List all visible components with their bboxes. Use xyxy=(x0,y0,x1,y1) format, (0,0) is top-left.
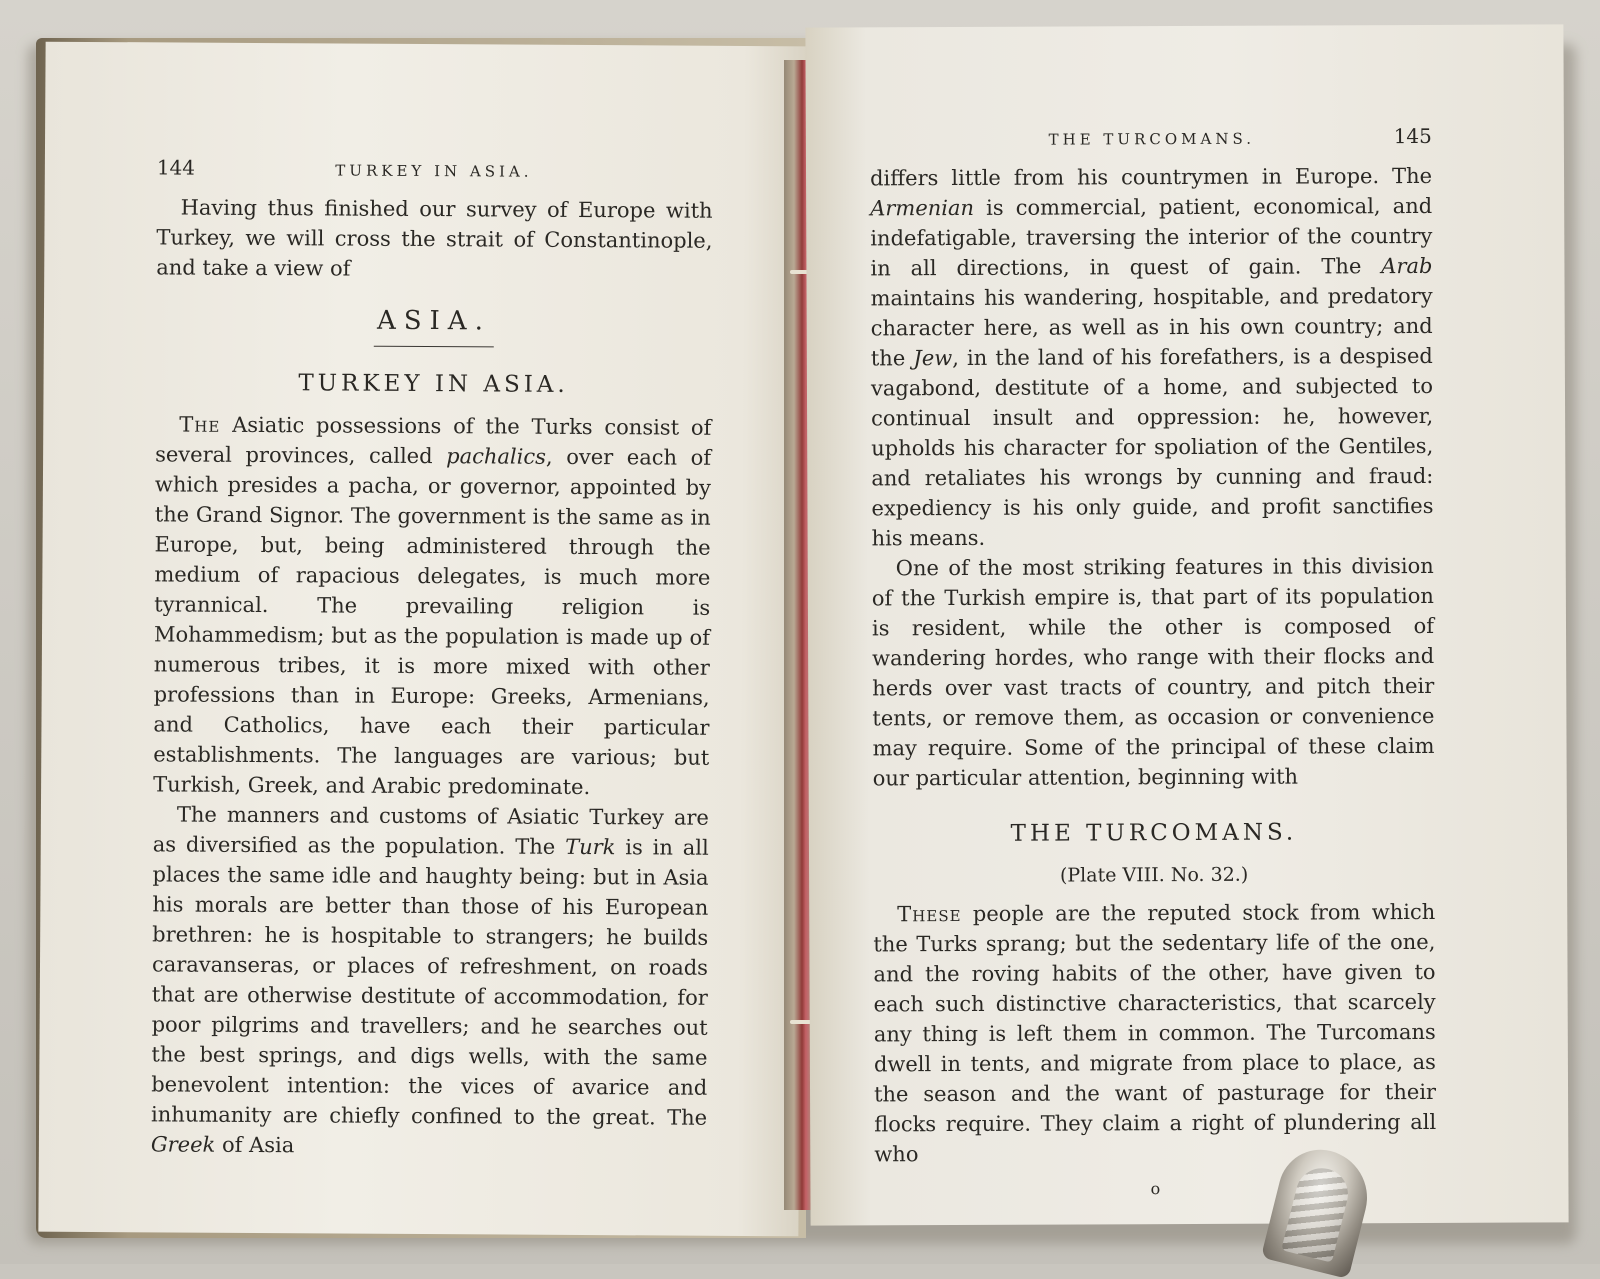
intro-paragraph: Having thus finished our survey of Europe with Turkey, we will cross the strait of Constantinople, and take a view of xyxy=(156,195,713,281)
signature-mark: o xyxy=(1150,1179,1161,1199)
page-number: 144 xyxy=(156,155,196,180)
left-page xyxy=(38,42,805,1237)
heading-rule xyxy=(374,346,494,348)
heading-asia: ASIA. xyxy=(376,305,491,337)
drop-word: The xyxy=(179,412,221,437)
paragraph: The Asiatic possessions of the Turks consist of several provinces, called pachalics, over each of which presides a pacha, or governor, appointed by the Grand Signor. The government is the same as in Europe, but, being administered through the medium of rapacious delegates, is much more tyrannical. The prevailing religion is Mohammedism; but as the population is made up of numerous tribes, it is more mixed with other professions than in Europe: Greeks, Armenians, and Catholics, have each their particular establishments. The languages are various; but Turkish, Greek, and Arabic predominate. xyxy=(153,412,712,800)
plate-reference: (Plate VIII. No. 32.) xyxy=(1059,863,1249,887)
page-number: 145 xyxy=(1393,123,1432,149)
heading-the-turcomans: THE TURCOMANS. xyxy=(1010,819,1298,847)
right-page-text xyxy=(870,121,1437,1205)
right-running-head xyxy=(870,121,1432,155)
paragraph: differs little from his countrymen in Europe. The Armenian is commercial, patient, economical, and indefatigable, traversing the interior of the country in all directions, in quest of gain. The Arab maintains his wandering, hospitable, and predatory character here, as well as in his own country; and the Jew, in the land of his forefathers, is a despised vagabond, destitute of a home, and subjected to continual insult and oppression: he, however, upholds his character for spoliation of the Gentiles, and retaliates his wrongs by cunning and fraud: expediency is his only guide, and profit sanctifies his means. xyxy=(869,163,1434,551)
running-head-title: TURKEY IN ASIA. xyxy=(335,161,533,181)
right-page xyxy=(805,24,1568,1225)
paragraph: One of the most striking features in this division of the Turkish empire is, that part of its population is resident, while the other is composed of wandering hordes, who range with their flocks and herds over vast tracts of country, and pitch their tents, or remove them, as occasion or convenience may require. Some of the principal of these claim our particular attention, beginning with xyxy=(871,553,1435,791)
paragraph: These people are the reputed stock from which the Turks sprang; but the sedentary life of the one, and the roving habits of the other, have given to each such distinctive characteristics, that scarcely any thing is left them in common. The Turcomans dwell in tents, and migrate from place to place, as the season and the want of pasturage for their flocks require. They claim a right of plundering all who xyxy=(873,899,1437,1167)
heading-turkey-in-asia: TURKEY IN ASIA. xyxy=(298,370,569,398)
drop-word: These xyxy=(897,901,962,927)
left-running-head xyxy=(157,152,713,187)
running-head-title: THE TURCOMANS. xyxy=(1048,129,1255,149)
paragraph: The manners and customs of Asiatic Turkey are as diversified as the population. The Turk is in all places the same idle and haughty being: but in Asia his morals are better than those of his European brethren: he is hospitable to strangers; he builds caravanseras, or places of refreshment, on roads that are otherwise destitute of accommodation, for poor pilgrims and travellers; and he searches out the best springs, and digs wells, with the same benevolent intention: the vices of avarice and inhumanity are chiefly confined to the great. The Greek of Asia xyxy=(150,802,709,1158)
left-page-text xyxy=(151,152,713,1162)
